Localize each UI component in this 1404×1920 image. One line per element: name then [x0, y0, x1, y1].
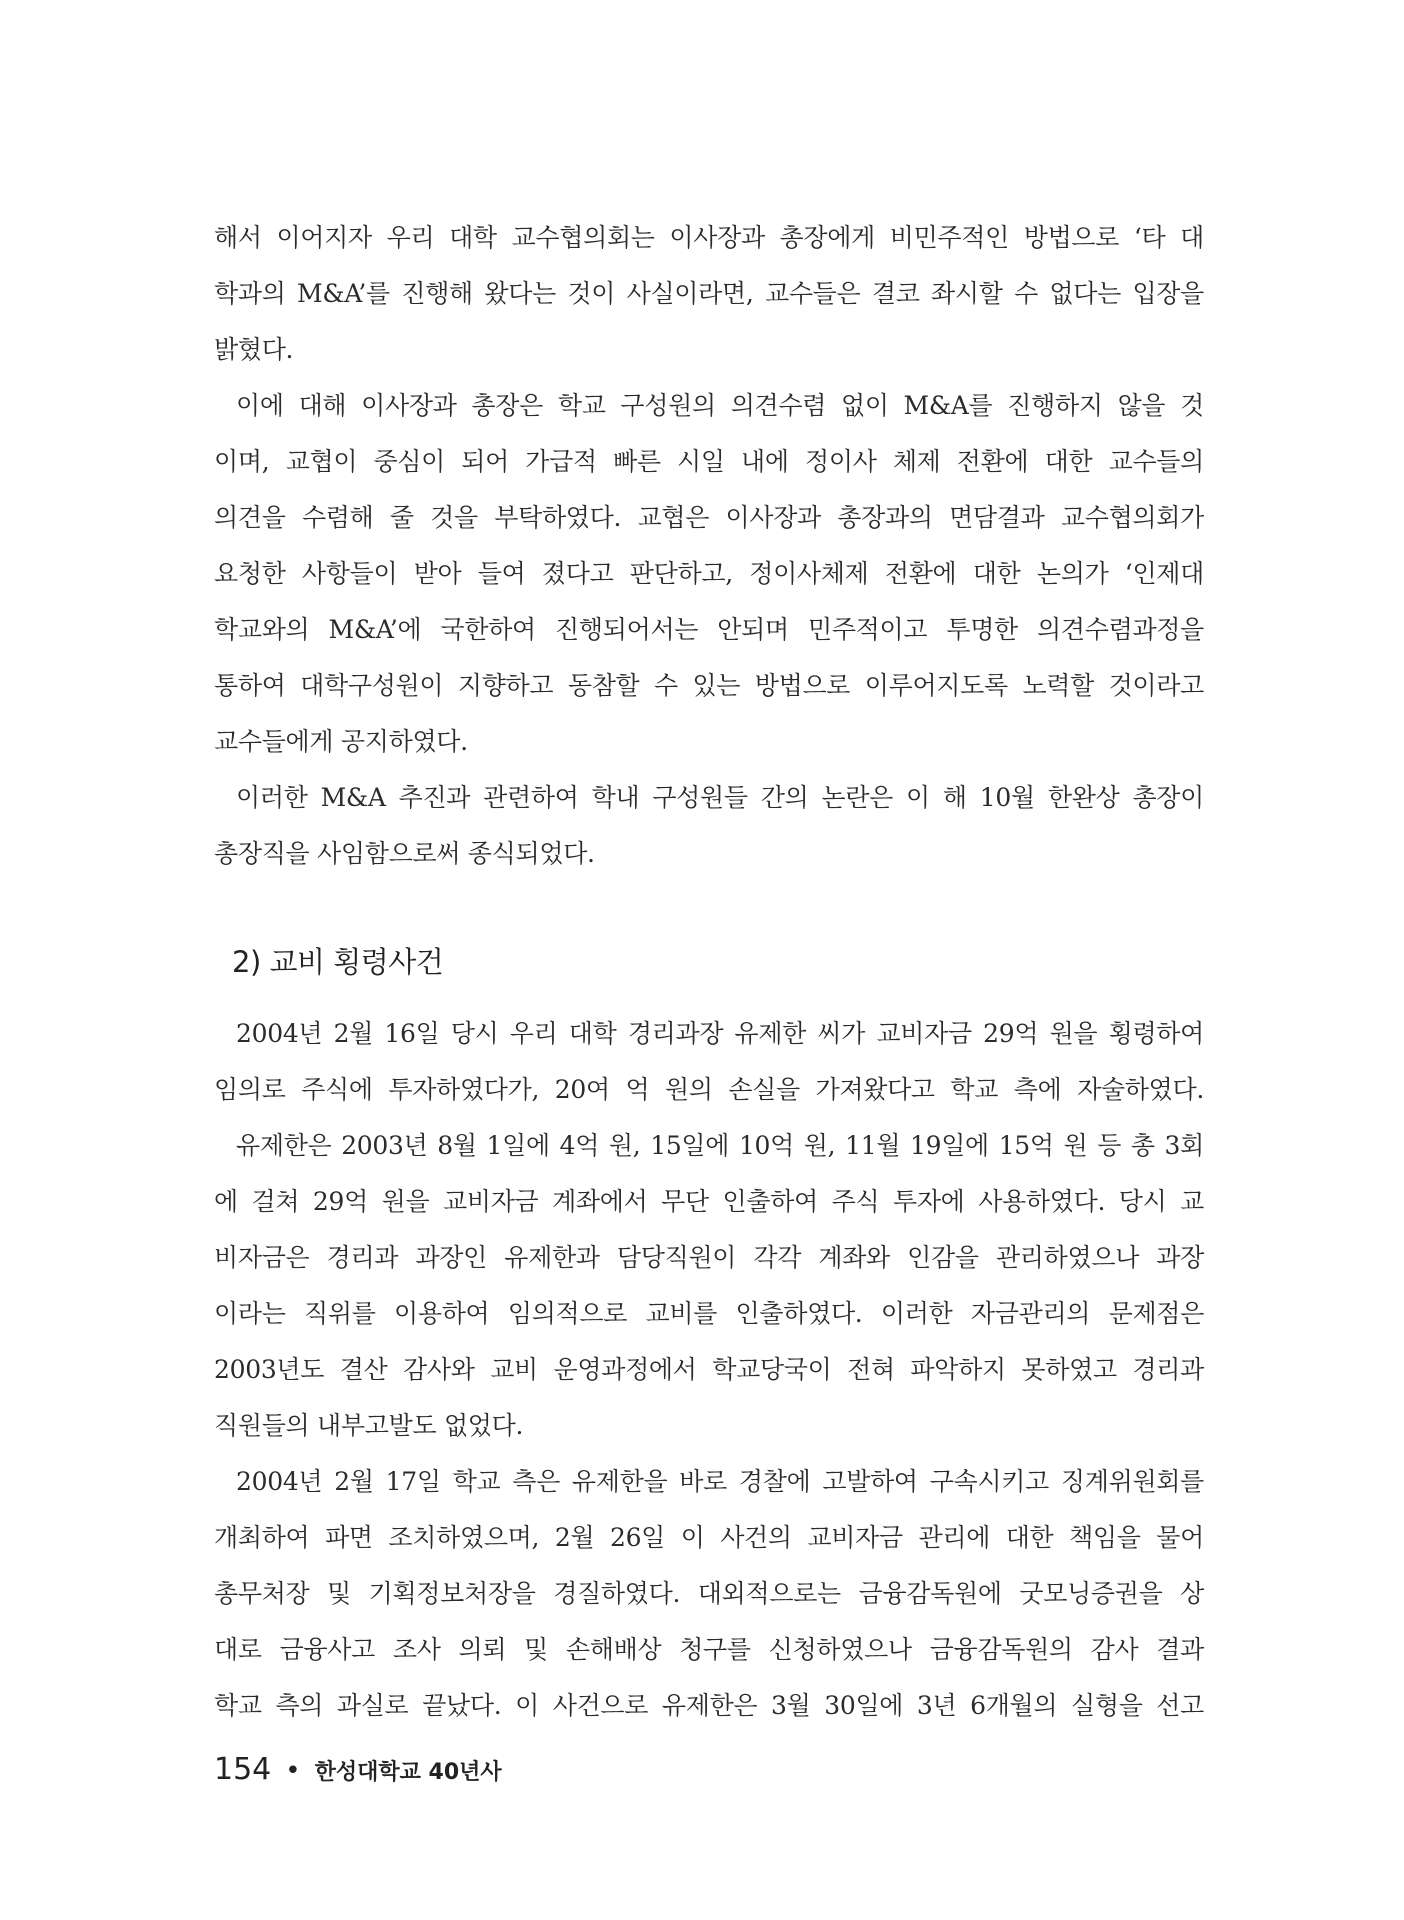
- body-line: 학교 측의 과실로 끝났다. 이 사건으로 유제한은 3월 30일에 3년 6개월의 실형을 선고: [214, 1691, 1204, 1720]
- body-line: 통하여 대학구성원이 지향하고 동참할 수 있는 방법으로 이루어지도록 노력할 것이라고: [214, 671, 1204, 700]
- book-title: 한성대학교 40년사: [314, 1760, 502, 1785]
- body-line: 2003년도 결산 감사와 교비 운영과정에서 학교당국이 전혀 파악하지 못하였고 경리과: [214, 1355, 1204, 1384]
- body-line: 이러한 M&A 추진과 관련하여 학내 구성원들 간의 논란은 이 해 10월 한완상 총장이: [236, 783, 1204, 812]
- body-line: 개최하여 파면 조치하였으며, 2월 26일 이 사건의 교비자금 관리에 대한 책임을 물어: [214, 1523, 1204, 1552]
- body-line: 이며, 교협이 중심이 되어 가급적 빠른 시일 내에 정이사 체제 전환에 대한 교수들의: [214, 447, 1204, 476]
- page-footer: [214, 1752, 502, 1787]
- body-line: 2004년 2월 17일 학교 측은 유제한을 바로 경찰에 고발하여 구속시키고 징계위원회를: [236, 1467, 1204, 1496]
- body-line: 비자금은 경리과 과장인 유제한과 담당직원이 각각 계좌와 인감을 관리하였으나 과장: [214, 1243, 1204, 1272]
- body-line: 의견을 수렴해 줄 것을 부탁하였다. 교협은 이사장과 총장과의 면담결과 교수협의회가: [214, 503, 1204, 532]
- body-line: 이에 대해 이사장과 총장은 학교 구성원의 의견수렴 없이 M&A를 진행하지 않을 것: [236, 391, 1204, 420]
- body-line: 유제한은 2003년 8월 1일에 4억 원, 15일에 10억 원, 11월 19일에 15억 원 등 총 3회: [236, 1131, 1204, 1160]
- bullet-separator: •: [285, 1756, 301, 1786]
- section-heading: 2) 교비 횡령사건: [232, 945, 444, 979]
- body-line: 교수들에게 공지하였다.: [214, 727, 468, 756]
- body-text-block-2: [214, 1006, 1204, 1734]
- body-line: 요청한 사항들이 받아 들여 졌다고 판단하고, 정이사체제 전환에 대한 논의가 ‘인제대: [214, 559, 1204, 588]
- body-line: 밝혔다.: [214, 335, 294, 364]
- body-text-block-1: [214, 210, 1204, 882]
- body-line: 임의로 주식에 투자하였다가, 20여 억 원의 손실을 가져왔다고 학교 측에 자술하였다.: [214, 1075, 1204, 1104]
- body-line: 에 걸쳐 29억 원을 교비자금 계좌에서 무단 인출하여 주식 투자에 사용하였다. 당시 교: [214, 1187, 1204, 1216]
- body-line: 대로 금융사고 조사 의뢰 및 손해배상 청구를 신청하였으나 금융감독원의 감사 결과: [214, 1635, 1204, 1664]
- body-line: 직원들의 내부고발도 없었다.: [214, 1411, 524, 1440]
- body-line: 2004년 2월 16일 당시 우리 대학 경리과장 유제한 씨가 교비자금 29억 원을 횡령하여: [236, 1019, 1204, 1048]
- body-line: 총장직을 사임함으로써 종식되었다.: [214, 839, 595, 868]
- body-line: 총무처장 및 기획정보처장을 경질하였다. 대외적으로는 금융감독원에 굿모닝증권을 상: [214, 1579, 1204, 1608]
- body-line: 학교와의 M&A’에 국한하여 진행되어서는 안되며 민주적이고 투명한 의견수렴과정을: [214, 615, 1204, 644]
- body-line: 해서 이어지자 우리 대학 교수협의회는 이사장과 총장에게 비민주적인 방법으로 ‘타 대: [214, 223, 1204, 252]
- page-number: 154: [214, 1752, 272, 1787]
- body-line: 이라는 직위를 이용하여 임의적으로 교비를 인출하였다. 이러한 자금관리의 문제점은: [214, 1299, 1204, 1328]
- body-line: 학과의 M&A’를 진행해 왔다는 것이 사실이라면, 교수들은 결코 좌시할 수 없다는 입장을: [214, 279, 1204, 308]
